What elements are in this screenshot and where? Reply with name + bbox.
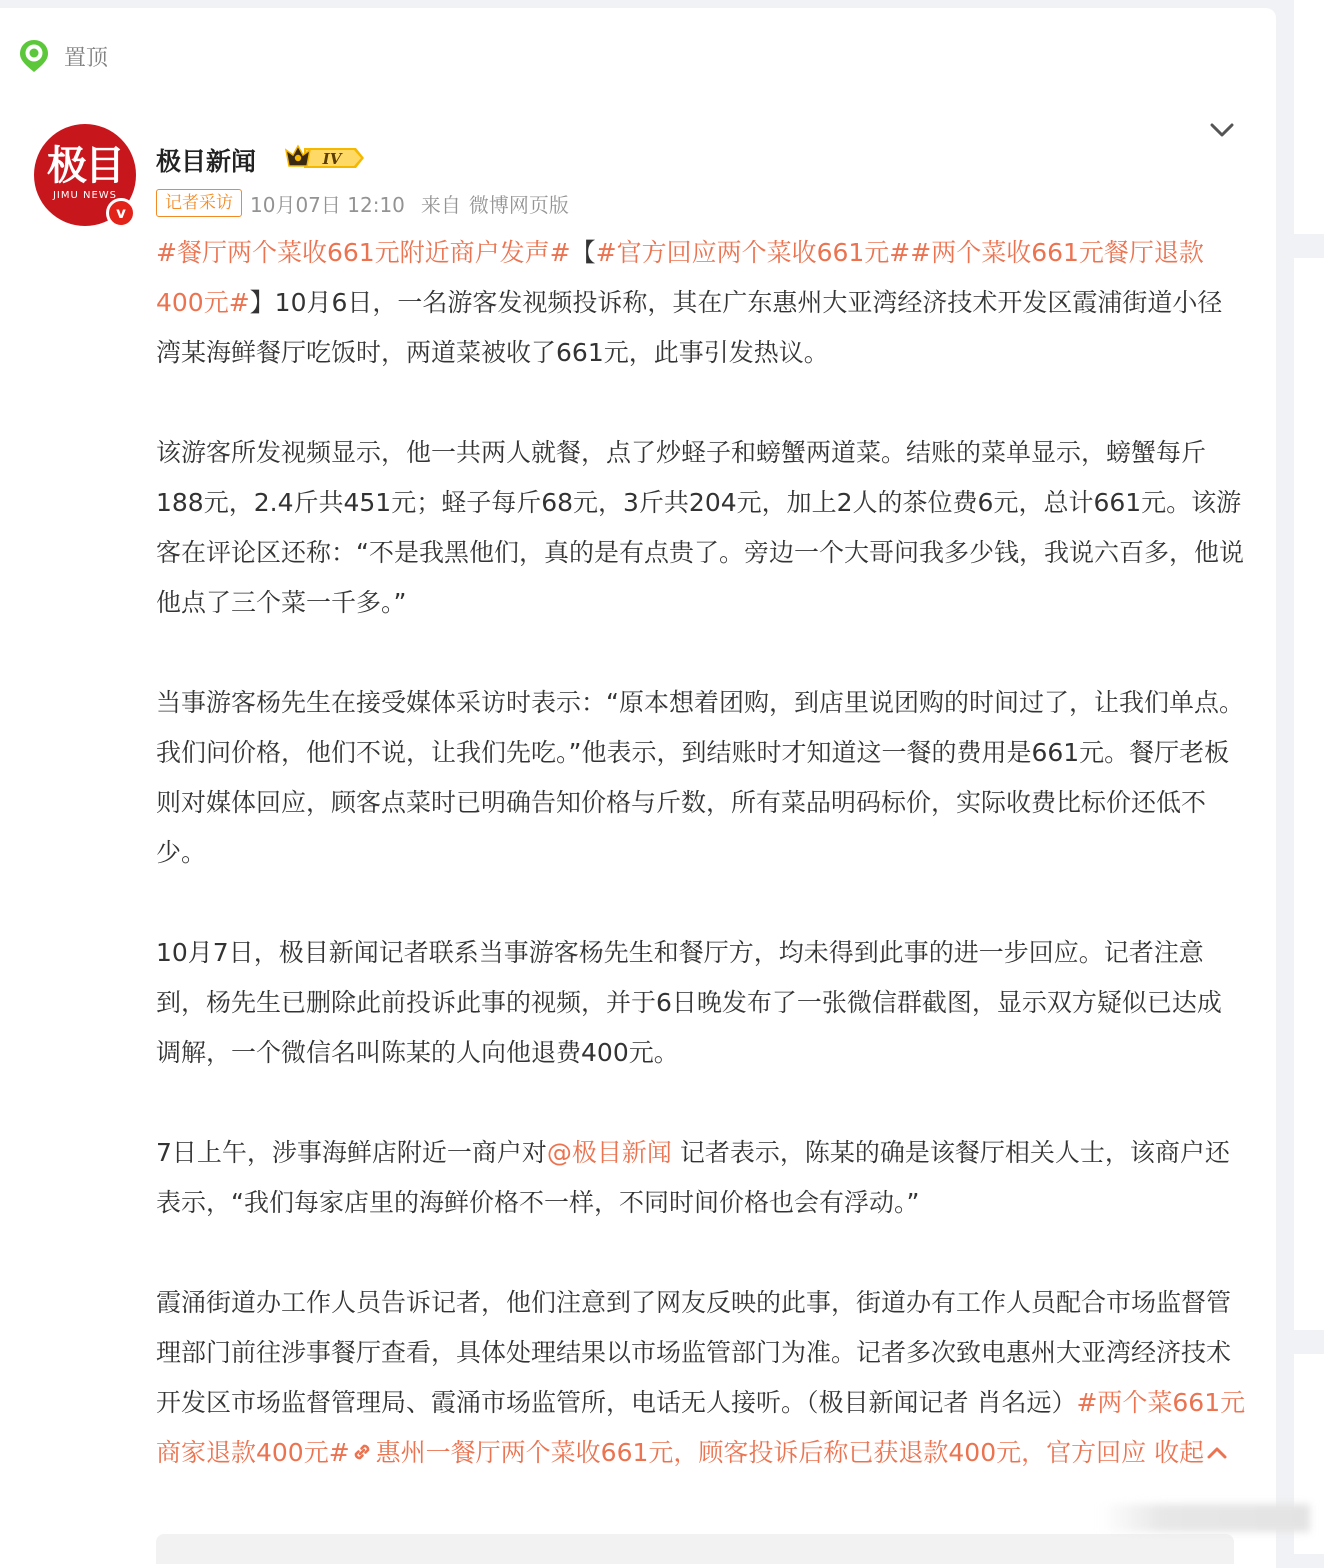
- article-link-text: 惠州一餐厅两个菜收661元，顾客投诉后称已获退款400元，官方回应: [375, 1438, 1147, 1467]
- right-panel-middle: [1294, 258, 1324, 1330]
- hashtag-link[interactable]: #两个菜收661元餐厅退款400元#: [156, 238, 1204, 317]
- mention-link[interactable]: @极目新闻: [546, 1138, 672, 1167]
- paragraph-6: [156, 1278, 1246, 1478]
- paragraph-text: 记者表示，陈某的确是该餐厅相关人士，该商户还表示，“我们每家店里的海鲜价格不一样，不同时间价格也会有浮动。”: [156, 1138, 1230, 1217]
- collapse-label: 收起: [1154, 1438, 1205, 1467]
- avatar-sub-text: JIMU NEWS: [52, 189, 118, 201]
- vip-crown-badge-icon[interactable]: [284, 142, 366, 174]
- verified-badge-icon: v: [106, 198, 136, 228]
- paragraph-1: [156, 228, 1246, 378]
- chevron-down-icon[interactable]: [1206, 116, 1238, 144]
- avatar-logo-text: 极目: [47, 141, 123, 189]
- article-link[interactable]: [350, 1438, 1146, 1467]
- blurred-watermark: [1100, 1504, 1310, 1532]
- post-source: 微博网页版: [468, 192, 569, 217]
- hashtag-link[interactable]: #官方回应两个菜收661元#: [595, 238, 911, 267]
- post-meta: [156, 188, 569, 218]
- pinned-label: 置顶: [64, 45, 109, 71]
- paragraph-2: 该游客所发视频显示，他一共两人就餐，点了炒蛏子和螃蟹两道菜。结账的菜单显示，螃蟹每斤188元，2.4斤共451元；蛏子每斤68元，3斤共204元，加上2人的茶位费6元，总计661元。该游客在评论区还称：“不是我黑他们，真的是有点贵了。旁边一个大哥问我多少钱，我说六百多，他说他点了三个菜一千多。”: [156, 438, 1244, 617]
- bracket-open: 【: [570, 238, 596, 267]
- tag-badge[interactable]: 记者采访: [156, 189, 242, 217]
- post-content: [156, 228, 1246, 1478]
- link-icon: [350, 1440, 374, 1464]
- right-panel-top: [1294, 0, 1324, 234]
- vip-level-text: IV: [322, 150, 342, 168]
- post-time[interactable]: 10月07日 12:10: [250, 192, 405, 217]
- paragraph-text: 】10月6日，一名游客发视频投诉称，其在广东惠州大亚湾经济技术开发区霞浦街道小径湾某海鲜餐厅吃饭时，两道菜被收了661元，此事引发热议。: [156, 288, 1223, 367]
- weibo-post-card: [0, 8, 1276, 1568]
- pinned-indicator: [18, 36, 108, 76]
- source-prefix: 来自: [420, 192, 461, 217]
- media-area: [156, 1534, 1234, 1564]
- hashtag-link[interactable]: #两个菜661元商家退款400元#: [156, 1388, 1246, 1467]
- paragraph-3: 当事游客杨先生在接受媒体采访时表示：“原本想着团购，到店里说团购的时间过了，让我们单点。我们问价格，他们不说，让我们先吃。”他表示，到结账时才知道这一餐的费用是661元。餐厅老板则对媒体回应，顾客点菜时已明确告知价格与斤数，所有菜品明码标价，实际收费比标价还低不少。: [156, 688, 1244, 867]
- paragraph-text: 霞涌街道办工作人员告诉记者，他们注意到了网友反映的此事，街道办有工作人员配合市场监督管理部门前往涉事餐厅查看，具体处理结果以市场监管部门为准。记者多次致电惠州大亚湾经济技术开发区市场监督管理局、霞涌市场监管所，电话无人接听。（极目新闻记者 肖名远）: [156, 1288, 1232, 1417]
- author-name[interactable]: 极目新闻: [156, 147, 257, 176]
- paragraph-text: 7日上午，涉事海鲜店附近一商户对: [156, 1138, 547, 1167]
- paragraph-4: 10月7日，极目新闻记者联系当事游客杨先生和餐厅方，均未得到此事的进一步回应。记者注意到，杨先生已删除此前投诉此事的视频，并于6日晚发布了一张微信群截图，显示双方疑似已达成调解，一个微信名叫陈某的人向他退费400元。: [156, 938, 1222, 1067]
- paragraph-5: [156, 1128, 1246, 1228]
- collapse-button[interactable]: [1154, 1438, 1228, 1467]
- chevron-up-icon: [1206, 1445, 1228, 1459]
- hashtag-link[interactable]: #餐厅两个菜收661元附近商户发声#: [156, 238, 571, 267]
- pin-location-icon: [18, 38, 50, 74]
